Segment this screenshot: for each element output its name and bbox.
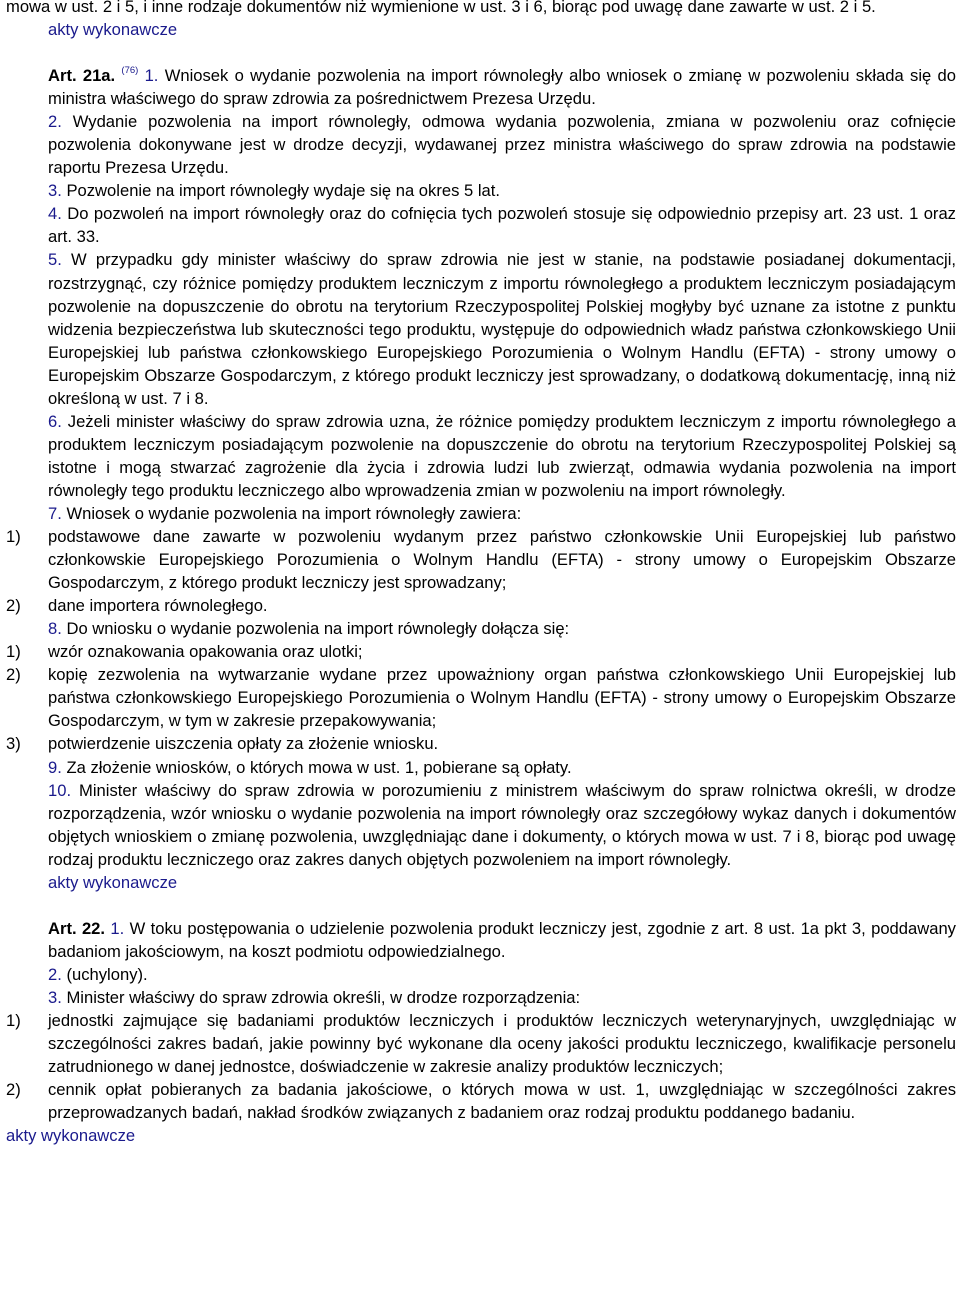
art21a-label: Art. 21a. [48, 66, 116, 86]
spacer [6, 41, 956, 64]
list-item: 1) wzór oznakowania opakowania oraz ulotki; [6, 642, 363, 662]
art21a-par9: 9. Za złożenie wniosków, o których mowa w ust. 1, pobierane są opłaty. [48, 757, 572, 777]
list-item: 2) kopię zezwolenia na wytwarzanie wydane przez upoważniony organ państwa członkowskiego Unii Europejskiej lub państwa członkowskiego Europejskiego Porozumienia o Wolnym Handlu (EFTA) - strony umowy o Europejskim Obszarze Gospodarczym, w tym w zakresie przepakowywania; [6, 665, 956, 731]
art22-par2: 2. (uchylony). [48, 964, 148, 984]
executive-acts-link-3[interactable]: akty wykonawcze [6, 1126, 136, 1146]
art21a-par7: 7. Wniosek o wydanie pozwolenia na import równoległy zawiera: [48, 503, 522, 523]
art22-par1: Art. 22. 1. W toku postępowania o udzielenie pozwolenia produkt leczniczy jest, zgodnie z art. 8 ust. 1a pkt 3, poddawany badaniom jakościowym, na koszt podmiotu odpowiedzialnego. [48, 918, 956, 961]
footnote-ref-76[interactable]: (76) [121, 65, 139, 77]
art22-par3: 3. Minister właściwy do spraw zdrowia określi, w drodze rozporządzenia: [48, 987, 581, 1007]
art22-label: Art. 22. [48, 918, 106, 938]
art21a-par2: 2. Wydanie pozwolenia na import równoległy, odmowa wydania pozwolenia, zmiana w pozwoleniu oraz cofnięcie pozwolenia dokonywane jest w drodze decyzji, wydawanej przez ministra właściwego do spraw zdrowia na podstawie raportu Prezesa Urzędu. [48, 112, 956, 178]
art21a-par1: Art. 21a. $^{(76)}$ 1. Wniosek o wydanie pozwolenia na import równoległy albo wniosek o zmianę w pozwoleniu składa się do ministra właściwego do spraw zdrowia za pośrednictwem Prezesa Urzędu. [48, 65, 956, 109]
list-item: 2) dane importera równoległego. [6, 596, 268, 616]
art21a-par6: 6. Jeżeli minister właściwy do spraw zdrowia uzna, że różnice pomiędzy produktem leczniczym z importu równoległego a produktem leczniczym posiadającym pozwolenie na dopuszczenie do obrotu na terytorium Rzeczypospolitej Polskiej są istotne i mogą stwarzać zagrożenie dla życia i zdrowia ludzi lub zwierząt, odmawia wydania pozwolenia na import równoległy tego produktu leczniczego albo wprowadzenia zmian w pozwoleniu na import równoległy. [48, 411, 956, 500]
art21a-par5: 5. W przypadku gdy minister właściwy do spraw zdrowia nie jest w stanie, na podstawie posiadanej dokumentacji, rozstrzygnąć, czy różnice pomiędzy produktem leczniczym z importu równoległego a produktem leczniczym posiadającym pozwolenie na dopuszczenie do obrotu na terytorium Rzeczypospolitej Polskiej mogłyby być uznane za istotne z punktu widzenia bezpieczeństwa lub skuteczności tego produktu, występuje do odpowiednich władz państwa członkowskiego Unii Europejskiej lub państwa członkowskiego Europejskiego Porozumienia o Wolnym Handlu (EFTA) - strony umowy o Europejskim Obszarze Gospodarczym, z którego produkt leczniczy jest sprowadzany, o dodatkową dokumentację, inną niż określoną w ust. 7 i 8. [48, 250, 956, 408]
executive-acts-link-1[interactable]: akty wykonawcze [48, 20, 178, 40]
art21a-par4: 4. Do pozwoleń na import równoległy oraz do cofnięcia tych pozwoleń stosuje się odpowiednio przepisy art. 23 ust. 1 oraz art. 33. [48, 204, 956, 247]
list-item: 1) jednostki zajmujące się badaniami produktów leczniczych i produktów leczniczych weterynaryjnych, uwzględniając w szczególności zakres badań, jakie powinny być wykonane dla oceny jakości produktu leczniczego, kwalifikacje personelu zatrudnionego w danej jednostce, doświadczenie w zakresie analizy produktów leczniczych; [6, 1010, 956, 1077]
art21a-par10: 10. Minister właściwy do spraw zdrowia w porozumieniu z ministrem właściwym do spraw rolnictwa określi, w drodze rozporządzenia, wzór wniosku o wydanie pozwolenia na import równoległy oraz szczegółowy wykaz danych i dokumentów objętych wnioskiem o zmianę pozwolenia, uwzględniając dane i dokumenty, o których mowa w ust. 7 i 8, biorąc pod uwagę rodzaj produktu leczniczego oraz zakres danych objętych pozwoleniem na import równoległy. [48, 780, 956, 869]
list-item: 2) cennik opłat pobieranych za badania jakościowe, o których mowa w ust. 1, uwzględniając w szczególności zakres przeprowadzanych badań, nakład środków związanych z badaniem oraz rodzaj produktu poddanego badaniu. [6, 1080, 956, 1123]
spacer [6, 894, 956, 917]
list-item: 3) potwierdzenie uiszczenia opłaty za złożenie wniosku. [6, 734, 439, 754]
art21a-par8: 8. Do wniosku o wydanie pozwolenia na import równoległy dołącza się: [48, 619, 570, 639]
list-item: 1) podstawowe dane zawarte w pozwoleniu wydanym przez państwo członkowskie Unii Europejskiej lub państwo członkowskie Europejskiego Porozumienia o Wolnym Handlu (EFTA) - strony umowy o Europejskim Obszarze Gospodarczym, z którego produkt leczniczy jest sprowadzany; [6, 527, 956, 593]
executive-acts-link-2[interactable]: akty wykonawcze [48, 872, 178, 892]
art21a-par3: 3. Pozwolenie na import równoległy wydaje się na okres 5 lat. [48, 181, 500, 201]
intro-paragraph: mowa w ust. 2 i 5, i inne rodzaje dokumentów niż wymienione w ust. 3 i 6, biorąc pod uwagę dane zawarte w ust. 2 i 5. [6, 0, 876, 16]
